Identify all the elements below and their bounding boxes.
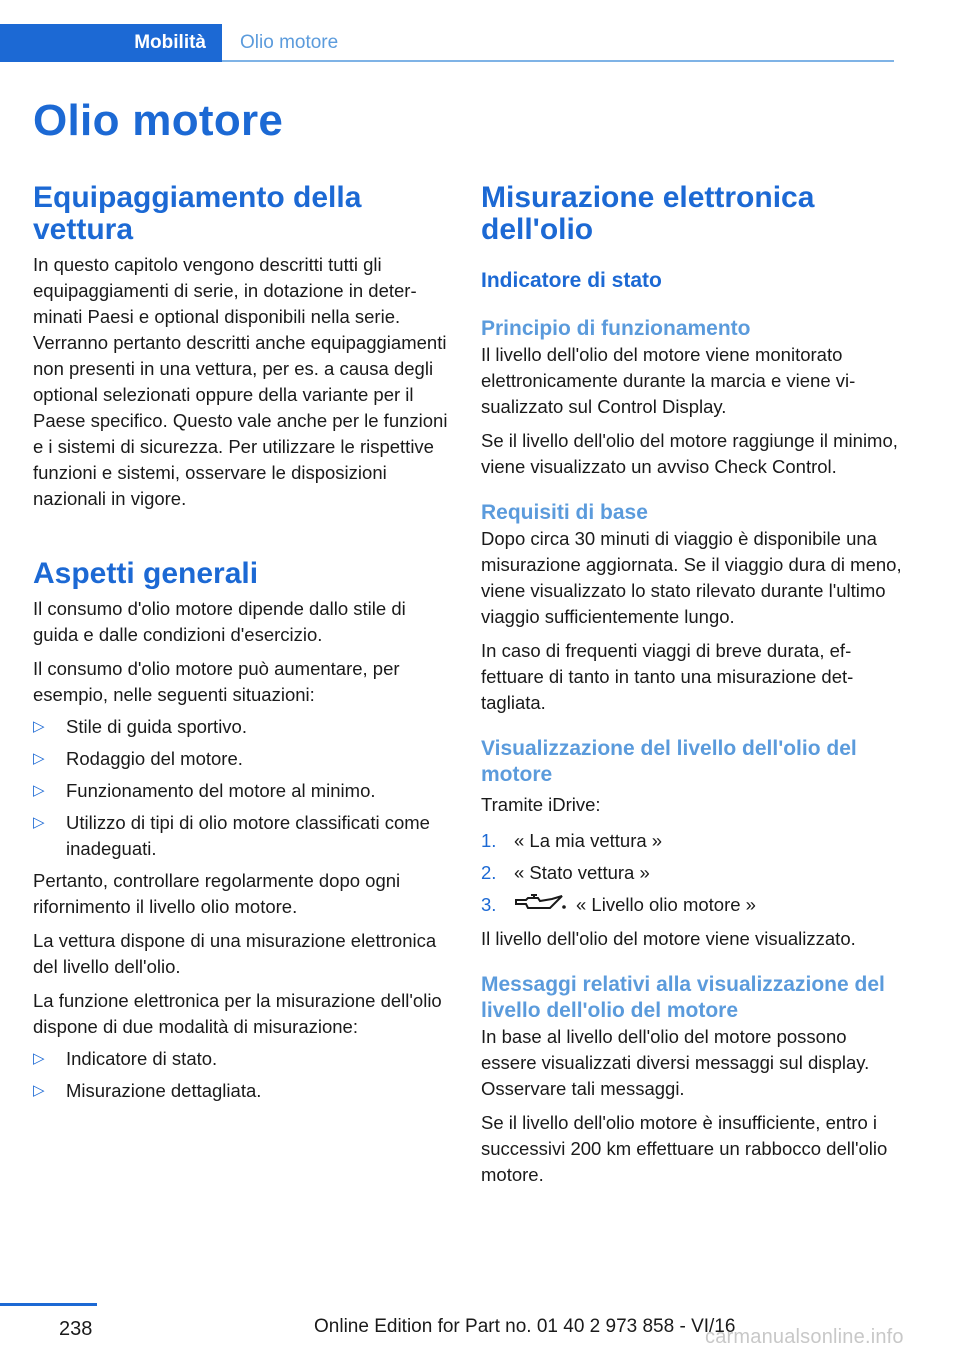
equipment-text: In questo capitolo vengono descritti tutti gli equipaggiamenti di serie, in dotazione in determinati Paesi e optional disponibili nella serie. Verranno pertanto descritti anche equipaggiamenti non presenti in una vettura, per es. a causa degli optional selezionati oppure della variante per il Paese specifico. Questo vale anche per le funzioni e i sistemi di sicurezza. Per utilizzare le rispettive funzioni e sistemi, osservare le disposizioni nazionali in vigore. bbox=[33, 254, 448, 509]
list-item: 1. « La mia vettura » bbox=[481, 828, 906, 854]
display-intro: Tramite iDrive: bbox=[481, 794, 601, 815]
display-heading: Visualizzazione del livello dell'olio del motore bbox=[481, 737, 857, 786]
general-paragraph: La vettura dispone di una misurazione elettronica del livello dell'olio. bbox=[33, 930, 437, 977]
list-item: ▷ Utilizzo di tipi di olio motore classificati come inadeguati. bbox=[33, 812, 430, 859]
principle-heading: Principio di funzionamento bbox=[481, 317, 751, 340]
triangle-bullet-icon: ▷ bbox=[33, 1050, 45, 1067]
list-item: ▷ Misurazione dettagliata. bbox=[33, 1078, 453, 1104]
measurement-heading: Misurazione elettronica dell'olio bbox=[481, 181, 815, 246]
display-after: Il livello dell'olio del motore viene visualizzato. bbox=[481, 927, 856, 949]
messages-paragraph: Se il livello dell'olio motore è insufficiente, entro i successivi 200 km effettuare un rabbocco dell'olio motore. bbox=[481, 1111, 888, 1185]
situations-list bbox=[33, 714, 453, 862]
edition-note: Online Edition for Part no. 01 40 2 973 858 - VI/16 bbox=[314, 1316, 736, 1337]
header-rule bbox=[222, 60, 894, 62]
running-header bbox=[0, 24, 894, 62]
requirements-heading: Requisiti di base bbox=[481, 501, 648, 524]
left-column bbox=[33, 182, 453, 1104]
triangle-bullet-icon: ▷ bbox=[33, 718, 45, 735]
general-heading: Aspetti generali bbox=[33, 557, 259, 590]
chapter-tab: Olio motore bbox=[240, 32, 339, 53]
list-item: ▷ Indicatore di stato. bbox=[33, 1046, 453, 1072]
general-paragraph: Il consumo d'olio motore dipende dallo stile di guida e dalle condizioni d'esercizio. bbox=[33, 598, 406, 645]
list-item: 2. « Stato vettura » bbox=[481, 860, 906, 886]
triangle-bullet-icon: ▷ bbox=[33, 1082, 45, 1099]
page-number: 238 bbox=[59, 1318, 93, 1340]
section-tab: Mobilità bbox=[0, 24, 222, 62]
requirements-paragraph: In caso di frequenti viaggi di breve durata, effettuare di tanto in tanto una misurazione dettagliata. bbox=[481, 640, 854, 713]
modes-list bbox=[33, 1046, 453, 1104]
list-item: ▷ Rodaggio del motore. bbox=[33, 746, 453, 772]
principle-paragraph: Il livello dell'olio del motore viene monitorato elettronicamente durante la marcia e viene visualizzato sul Control Display. bbox=[481, 344, 856, 417]
right-column bbox=[481, 182, 906, 1188]
oil-can-icon bbox=[514, 893, 568, 920]
general-paragraph: La funzione elettronica per la misurazione dell'olio dispone di due modalità di misurazione: bbox=[33, 990, 442, 1037]
messages-heading: Messaggi relativi alla visualizzazione del livello dell'olio del motore bbox=[481, 972, 885, 1022]
principle-paragraph: Se il livello dell'olio del motore raggiunge il minimo, viene visualizzato un avviso Check Control. bbox=[481, 430, 898, 477]
triangle-bullet-icon: ▷ bbox=[33, 750, 45, 767]
step-number: 2. bbox=[481, 862, 497, 883]
footer-rule bbox=[0, 1303, 97, 1306]
status-heading: Indicatore di stato bbox=[481, 269, 662, 292]
page-title: Olio motore bbox=[33, 96, 284, 145]
general-paragraph: Pertanto, controllare regolarmente dopo ogni rifornimento il livello olio motore. bbox=[33, 870, 401, 917]
general-paragraph: Il consumo d'olio motore può aumentare, per esempio, nelle seguenti situazioni: bbox=[33, 658, 400, 705]
watermark: carmanualsonline.info bbox=[705, 1326, 904, 1348]
steps-list bbox=[481, 828, 906, 920]
step-number: 1. bbox=[481, 830, 497, 851]
triangle-bullet-icon: ▷ bbox=[33, 782, 45, 799]
equipment-heading: Equipaggiamento della vettura bbox=[33, 181, 362, 246]
requirements-paragraph: Dopo circa 30 minuti di viaggio è disponibile una misurazione aggiornata. Se il viaggio dura di meno, viene visualizzato lo stato rilevato durante l'ultimo viaggio sufficientemente lungo. bbox=[481, 528, 902, 627]
list-item: 3. « Livello olio motore » bbox=[481, 892, 906, 920]
triangle-bullet-icon: ▷ bbox=[33, 814, 45, 831]
list-item: ▷ Stile di guida sportivo. bbox=[33, 714, 453, 740]
messages-paragraph: In base al livello dell'olio del motore possono essere visualizzati diversi messaggi sul display. Osservare tali messaggi. bbox=[481, 1025, 870, 1099]
list-item: ▷ Funzionamento del motore al minimo. bbox=[33, 778, 453, 804]
step-number: 3. bbox=[481, 894, 497, 915]
